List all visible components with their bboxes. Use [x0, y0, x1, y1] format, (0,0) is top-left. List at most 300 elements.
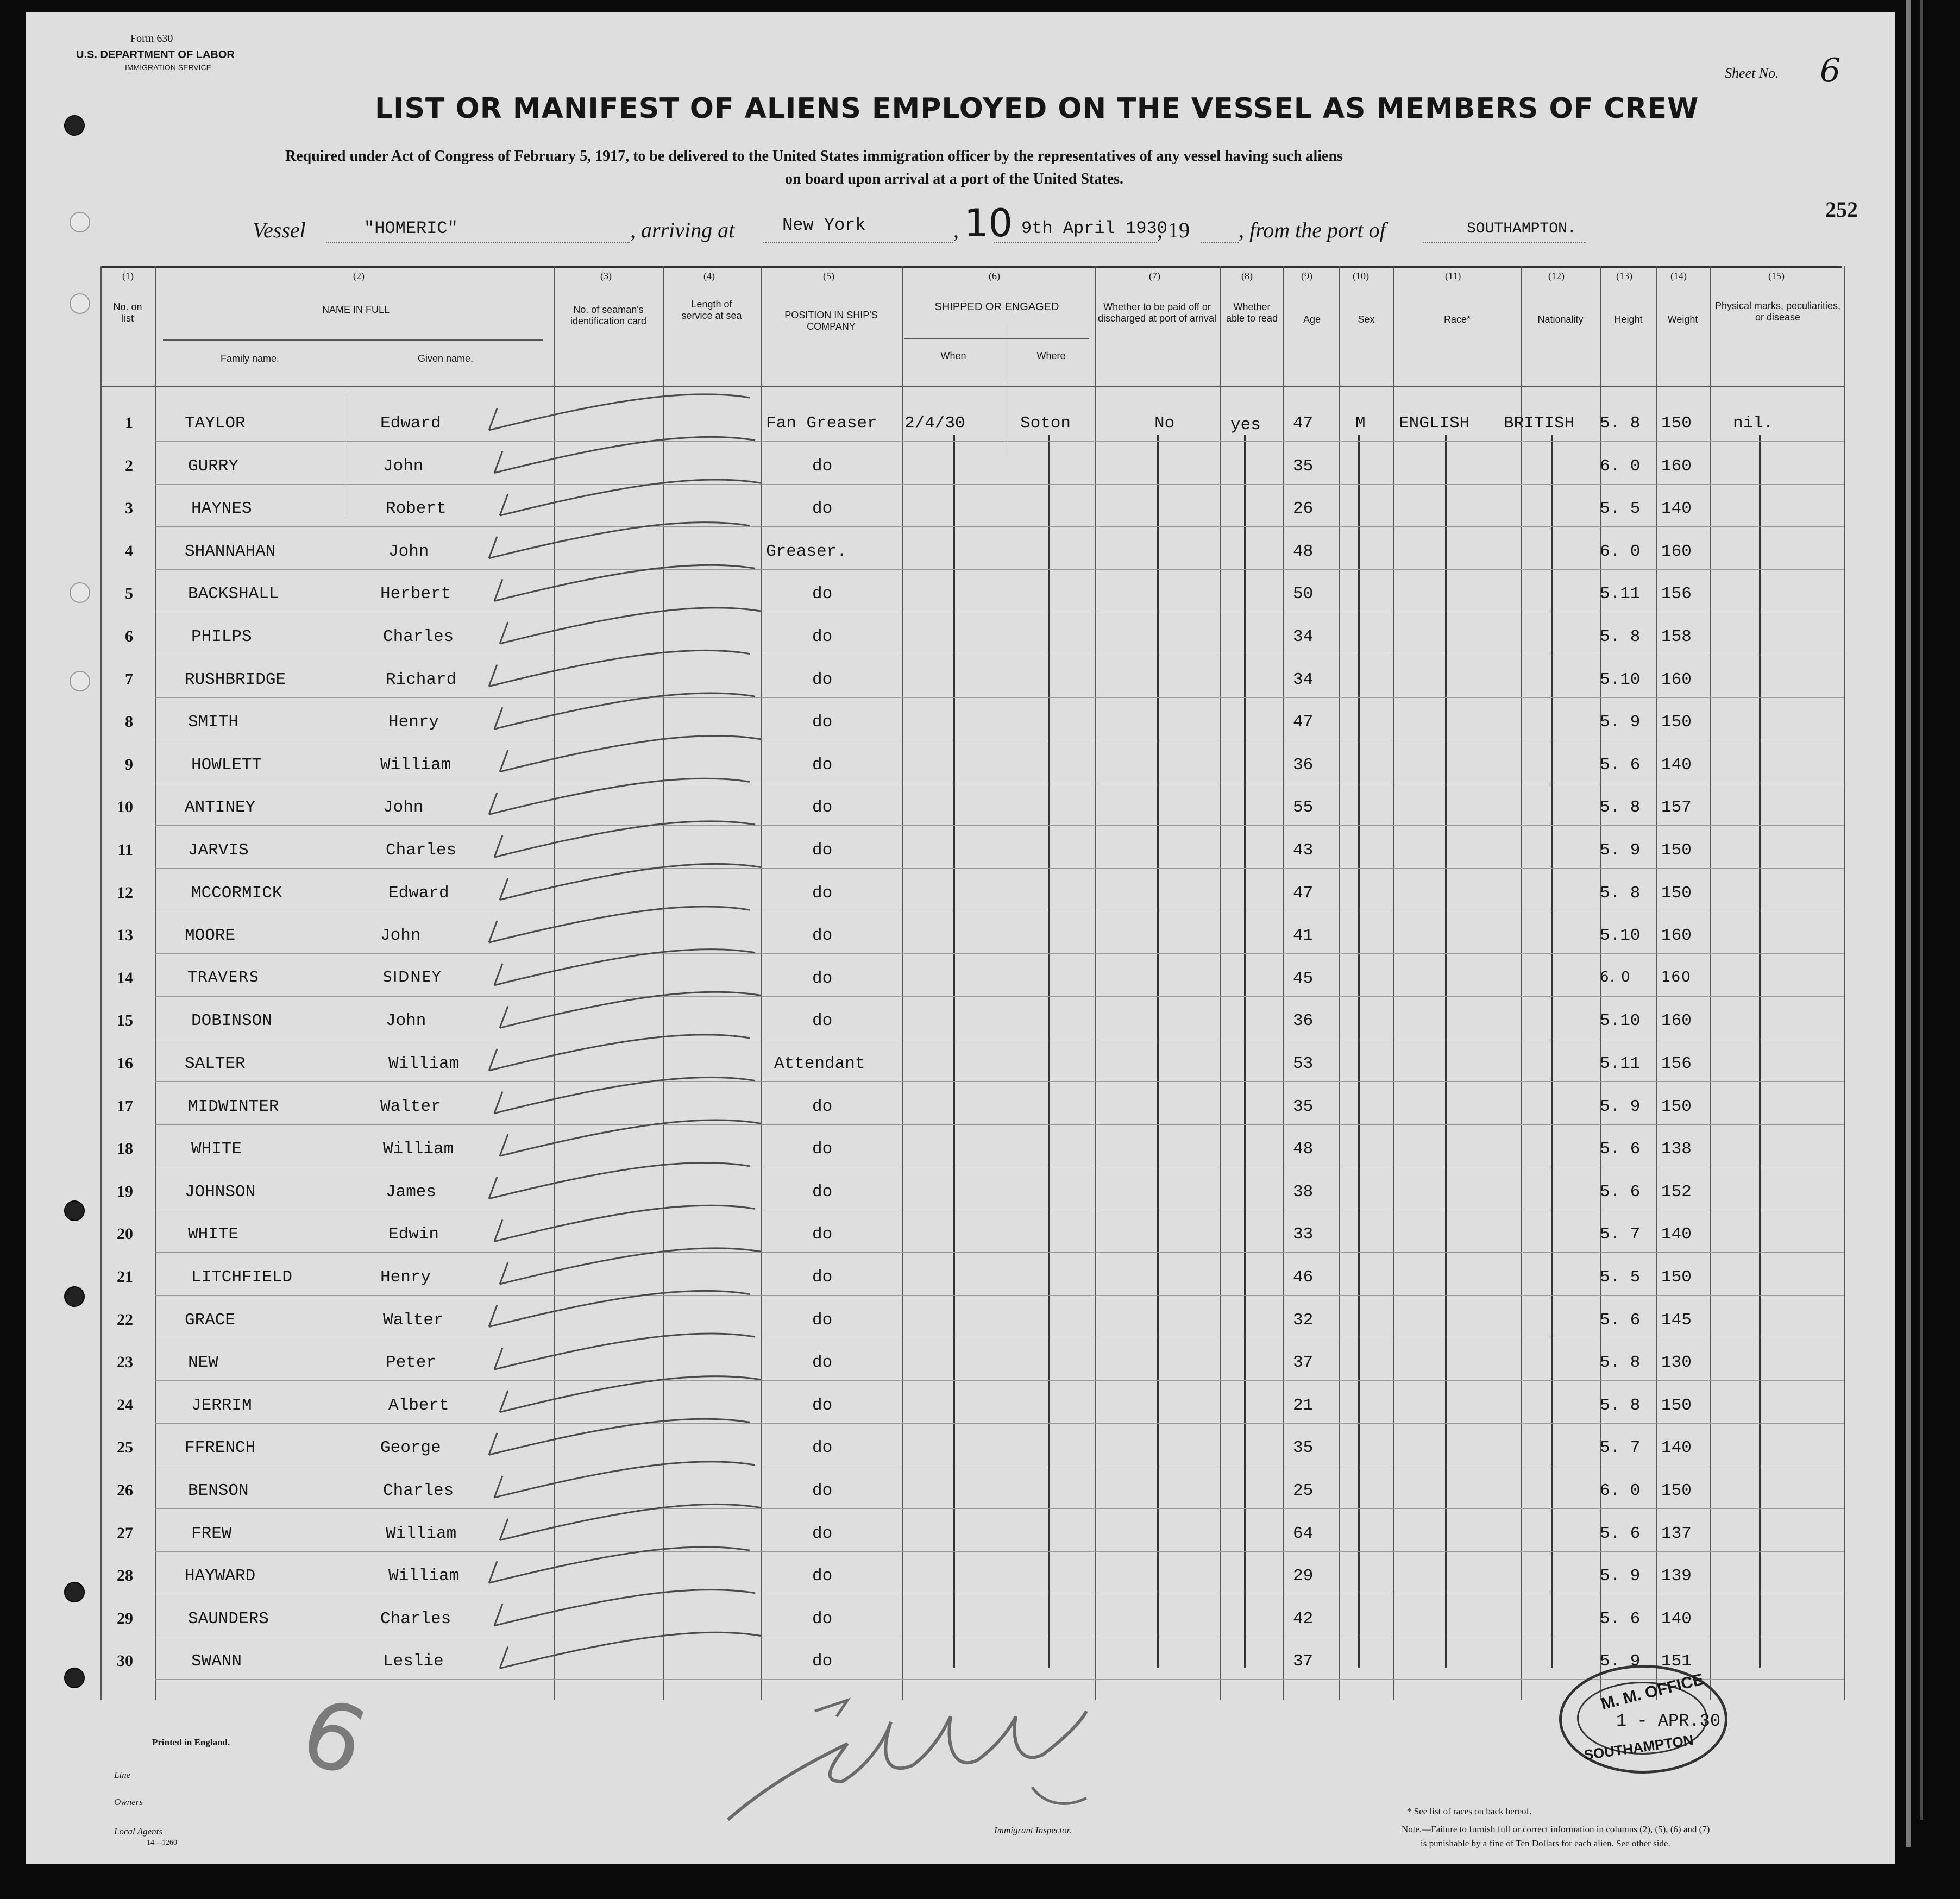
row-number: 11: [117, 841, 133, 859]
family-name: NEW: [188, 1353, 218, 1373]
family-name: FREW: [191, 1524, 232, 1543]
col-header-position: POSITION IN SHIP'S COMPANY: [784, 310, 878, 332]
weight: 150: [1661, 414, 1692, 433]
row-number: 3: [125, 499, 133, 518]
weight: 160: [1661, 456, 1692, 476]
weight: 150: [1661, 1481, 1692, 1500]
arrival-date: 9th April 1930: [1021, 218, 1167, 238]
position: Greaser.: [766, 542, 847, 561]
weight: 158: [1661, 627, 1692, 646]
height: 5. 6: [1600, 1182, 1641, 1202]
col1-number: (1): [122, 271, 134, 281]
family-name: TRAVERS: [188, 969, 260, 985]
given-name: Walter: [380, 1097, 441, 1116]
agents-code: 14—1260: [147, 1839, 177, 1847]
col-header-where: Where: [1036, 350, 1066, 361]
family-name: HOWLETT: [191, 755, 262, 775]
weight: 160: [1661, 542, 1692, 561]
age: 34: [1293, 627, 1314, 646]
given-name: Robert: [386, 499, 447, 519]
family-name: SMITH: [188, 713, 239, 732]
from-port-label: , from the port of: [1239, 218, 1386, 242]
family-name: JOHNSON: [185, 1182, 256, 1202]
age: 37: [1293, 1652, 1314, 1671]
weight: 139: [1661, 1567, 1692, 1586]
binder-hole: [64, 1668, 85, 1688]
row-number: 29: [117, 1609, 133, 1627]
weight: 150: [1661, 841, 1692, 860]
col-header-sex: Sex: [1358, 314, 1375, 325]
shipped-where: Soton: [1020, 414, 1071, 433]
age: 26: [1293, 499, 1314, 519]
col-header-nationality: Nationality: [1537, 314, 1584, 325]
sheet-number: 6: [1820, 52, 1841, 90]
owners-label: Owners: [114, 1797, 143, 1807]
given-name: Walter: [383, 1310, 444, 1330]
checkmark-stroke: [494, 565, 755, 601]
checkmark-stroke: [489, 1547, 750, 1583]
weight: 140: [1661, 755, 1692, 775]
paid-off-value: No: [1154, 414, 1175, 433]
age: 42: [1293, 1609, 1314, 1628]
position: do: [812, 1567, 833, 1586]
weight: 140: [1661, 1225, 1692, 1244]
checkmark-stroke: [500, 992, 761, 1028]
race-value: ENGLISH: [1399, 414, 1470, 433]
checkmark-stroke: [489, 1035, 750, 1071]
year-label: , 19: [1157, 218, 1190, 242]
binder-hole: [64, 115, 85, 136]
weight: 145: [1661, 1310, 1692, 1330]
row-number: 23: [117, 1353, 133, 1372]
position: do: [812, 798, 833, 818]
position: do: [812, 456, 833, 476]
sheet-label: Sheet No.: [1725, 65, 1779, 81]
checkmark-stroke: [494, 1077, 755, 1113]
family-name: LITCHFIELD: [191, 1268, 293, 1287]
binder-hole: [70, 582, 90, 603]
col8-number: (8): [1241, 271, 1253, 281]
checkmark-stroke: [494, 1462, 755, 1498]
col6-number: (6): [989, 271, 1000, 281]
family-name: HAYNES: [191, 499, 252, 519]
row-number: 20: [117, 1225, 133, 1243]
service-name: IMMIGRATION SERVICE: [125, 63, 211, 72]
binder-hole: [64, 1200, 85, 1221]
position: do: [812, 713, 833, 732]
weight: 160: [1661, 969, 1692, 985]
failure-note-line-1: Note.—Failure to furnish full or correct information in columns (2), (5), (6) and (7): [1402, 1824, 1710, 1834]
position: do: [812, 670, 833, 689]
age: 53: [1293, 1054, 1314, 1073]
position: do: [812, 499, 833, 519]
given-name: Henry: [380, 1268, 431, 1287]
given-name: John: [383, 456, 424, 476]
col-header-given-name: Given name.: [417, 353, 474, 364]
family-name: FFRENCH: [185, 1438, 256, 1458]
age: 25: [1293, 1481, 1314, 1500]
age: 46: [1293, 1268, 1314, 1287]
col12-number: (12): [1548, 271, 1565, 281]
given-name: Peter: [386, 1353, 437, 1373]
position: do: [812, 755, 833, 775]
position: do: [812, 1524, 833, 1543]
col-header-age: Age: [1303, 314, 1321, 325]
checkmark-stroke: [500, 736, 761, 772]
local-agents-label: Local Agents: [114, 1826, 162, 1837]
checkmark-stroke: [500, 1248, 761, 1284]
checkmark-stroke: [489, 523, 750, 558]
weight: 150: [1661, 1268, 1692, 1287]
position: do: [812, 1140, 833, 1159]
family-name: TAYLOR: [185, 414, 246, 433]
position: Attendant: [774, 1054, 865, 1073]
height: 5. 6: [1600, 1140, 1641, 1159]
day-handwritten: 10: [964, 201, 1013, 246]
col4-number: (4): [703, 271, 715, 281]
height: 5.10: [1600, 1011, 1641, 1031]
position: do: [812, 627, 833, 646]
checkmark-stroke: [500, 1632, 761, 1668]
col10-number: (10): [1353, 271, 1369, 281]
col-header-paid-off: Whether to be paid off or discharged at port of arrival: [1097, 301, 1217, 324]
weight: 140: [1661, 499, 1692, 519]
subtitle-line-1: Required under Act of Congress of February 5, 1917, to be delivered to the United States immigration officer by the representatives of any vessel having such aliens: [285, 148, 1343, 165]
failure-note-line-2: is punishable by a fine of Ten Dollars for each alien. See other side.: [1421, 1838, 1670, 1848]
col-header-physical-marks: Physical marks, peculiarities, or disease: [1714, 300, 1841, 323]
given-name: Edward: [380, 414, 441, 433]
age: 47: [1293, 414, 1314, 433]
checkmark-stroke: [489, 1291, 750, 1326]
col-header-name-in-full: NAME IN FULL: [322, 304, 390, 315]
col-header-family-name: Family name.: [220, 353, 280, 364]
nationality-value: BRITISH: [1504, 414, 1575, 433]
position: do: [812, 1268, 833, 1287]
position: do: [812, 1182, 833, 1202]
age: 41: [1293, 926, 1314, 946]
age: 36: [1293, 755, 1314, 775]
arriving-label: , arriving at: [630, 218, 735, 242]
age: 33: [1293, 1225, 1314, 1244]
checkmark-stroke: [500, 1120, 761, 1156]
age: 47: [1293, 713, 1314, 732]
row-number: 22: [117, 1310, 133, 1329]
weight: 150: [1661, 713, 1692, 732]
arriving-port: New York: [782, 215, 866, 235]
height: 5. 9: [1600, 841, 1641, 860]
col11-number: (11): [1445, 271, 1461, 281]
col13-number: (13): [1616, 271, 1632, 281]
height: 6. 0: [1600, 456, 1641, 476]
weight: 152: [1661, 1182, 1692, 1202]
checkmark-stroke: [489, 907, 750, 942]
given-name: SIDNEY: [383, 969, 442, 985]
given-name: John: [388, 542, 429, 561]
family-name: SAUNDERS: [188, 1609, 269, 1628]
checkmark-stroke: [494, 1334, 755, 1369]
given-name: Richard: [386, 670, 457, 689]
given-name: Charles: [383, 1481, 454, 1500]
weight: 150: [1661, 1097, 1692, 1116]
row-number: 14: [117, 969, 133, 987]
col-header-id-card: No. of seaman's identification card: [570, 304, 647, 326]
binder-hole: [64, 1582, 85, 1602]
given-name: Charles: [383, 627, 454, 646]
height: 5. 8: [1600, 1353, 1641, 1373]
weight: 137: [1661, 1524, 1692, 1543]
height: 5. 6: [1600, 755, 1641, 775]
given-name: William: [386, 1524, 457, 1543]
checkmark-stroke: [500, 480, 761, 515]
family-name: BACKSHALL: [188, 584, 279, 604]
col-header-length-of-service: Length of service at sea: [681, 299, 742, 321]
col15-number: (15): [1768, 271, 1785, 281]
from-port: SOUTHAMPTON.: [1467, 221, 1576, 237]
given-name: William: [383, 1140, 454, 1159]
position: do: [812, 1225, 833, 1244]
age: 35: [1293, 456, 1314, 476]
position: do: [812, 1609, 833, 1628]
col-header-race: Race*: [1443, 314, 1471, 325]
height: 5. 9: [1600, 713, 1641, 732]
position: do: [812, 584, 833, 604]
height: 5. 9: [1600, 1567, 1641, 1586]
inspector-label: Immigrant Inspector.: [994, 1825, 1072, 1835]
family-name: ANTINEY: [185, 798, 256, 818]
position: do: [812, 1353, 833, 1373]
col-header-height: Height: [1614, 314, 1643, 325]
given-name: John: [383, 798, 424, 818]
col-header-when: When: [940, 350, 966, 361]
row-number: 4: [125, 542, 133, 560]
age: 43: [1293, 841, 1314, 860]
family-name: MOORE: [185, 926, 236, 946]
position: Fan Greaser: [766, 414, 877, 433]
able-to-read-value: yes: [1230, 416, 1261, 435]
family-name: SWANN: [191, 1652, 242, 1671]
age: 48: [1293, 1140, 1314, 1159]
checkmark-stroke: [489, 1419, 750, 1455]
vessel-label: Vessel: [253, 218, 306, 242]
height: 5. 6: [1600, 1310, 1641, 1330]
row-number: 6: [125, 627, 133, 645]
weight: 140: [1661, 1609, 1692, 1628]
given-name: Charles: [380, 1609, 451, 1628]
sex-value: M: [1355, 414, 1366, 433]
inspector-signature: [706, 1678, 1119, 1852]
family-name: GRACE: [185, 1310, 236, 1330]
checkmark-stroke: [494, 437, 755, 473]
department-name: U.S. DEPARTMENT OF LABOR: [76, 49, 235, 61]
row-number: 27: [117, 1524, 133, 1542]
weight: 140: [1661, 1438, 1692, 1458]
position: do: [812, 1310, 833, 1330]
binder-hole: [70, 212, 90, 232]
handwritten-number: 6: [287, 1677, 380, 1799]
row-number: 15: [117, 1011, 133, 1030]
position: do: [812, 969, 833, 988]
family-name: SALTER: [185, 1054, 246, 1073]
position: do: [812, 841, 833, 860]
position: do: [812, 883, 833, 903]
family-name: WHITE: [191, 1140, 242, 1159]
col-header-weight: Weight: [1667, 314, 1698, 325]
row-number: 28: [117, 1567, 133, 1585]
age: 29: [1293, 1567, 1314, 1586]
given-name: Leslie: [383, 1652, 444, 1671]
position: do: [812, 926, 833, 946]
age: 32: [1293, 1310, 1314, 1330]
checkmark-stroke: [494, 949, 755, 985]
height: 6. 0: [1600, 1481, 1641, 1500]
row-number: 16: [117, 1054, 133, 1072]
family-name: MCCORMICK: [191, 883, 282, 903]
row-number: 7: [125, 670, 133, 688]
col-header-able-to-read: Whether able to read: [1226, 301, 1278, 324]
height: 5. 7: [1600, 1225, 1641, 1244]
row-number: 30: [117, 1652, 133, 1670]
weight: 130: [1661, 1353, 1692, 1373]
position: do: [812, 1011, 833, 1031]
checkmark-stroke: [489, 394, 750, 430]
row-number: 17: [117, 1097, 133, 1115]
age: 35: [1293, 1438, 1314, 1458]
position: do: [812, 1395, 833, 1415]
given-name: Henry: [388, 713, 439, 732]
given-name: William: [388, 1567, 460, 1586]
height: 5. 8: [1600, 798, 1641, 818]
row-number: 8: [125, 713, 133, 731]
subtitle-line-2: on board upon arrival at a port of the United States.: [785, 171, 1124, 187]
height: 5. 8: [1600, 1395, 1641, 1415]
age: 34: [1293, 670, 1314, 689]
stamp-date: 1 - APR.30: [1616, 1711, 1721, 1731]
family-name: SHANNAHAN: [185, 542, 276, 561]
age: 37: [1293, 1353, 1314, 1373]
given-name: William: [380, 755, 451, 775]
age: 38: [1293, 1182, 1314, 1202]
family-name: DOBINSON: [191, 1011, 272, 1031]
col7-number: (7): [1149, 271, 1160, 281]
family-name: HAYWARD: [185, 1567, 256, 1586]
weight: 150: [1661, 1395, 1692, 1415]
col2-number: (2): [353, 271, 365, 281]
checkmark-stroke: [494, 693, 755, 729]
weight: 160: [1661, 670, 1692, 689]
col-header-shipped-engaged: SHIPPED OR ENGAGED: [934, 301, 1059, 313]
races-note: * See list of races on back hereof.: [1407, 1806, 1532, 1816]
given-name: William: [388, 1054, 460, 1073]
height: 5. 5: [1600, 499, 1641, 519]
height: 5. 6: [1600, 1524, 1641, 1543]
weight: 138: [1661, 1140, 1692, 1159]
height: 5. 8: [1600, 414, 1641, 433]
line-label: Line: [114, 1770, 131, 1780]
family-name: JERRIM: [191, 1395, 252, 1415]
age: 48: [1293, 542, 1314, 561]
weight: 156: [1661, 1054, 1692, 1073]
family-name: BENSON: [188, 1481, 249, 1500]
binder-hole: [70, 671, 90, 691]
stamp-office: M. M. OFFICE: [1599, 1670, 1706, 1713]
checkmark-stroke: [500, 1376, 761, 1412]
position: do: [812, 1438, 833, 1458]
height: 5. 8: [1600, 627, 1641, 646]
row-number: 5: [125, 584, 133, 603]
col3-number: (3): [600, 271, 612, 281]
position: do: [812, 1652, 833, 1671]
checkmark-stroke: [494, 821, 755, 857]
checkmark-stroke: [500, 1504, 761, 1540]
binder-hole: [70, 293, 90, 314]
row-number: 1: [125, 414, 133, 432]
given-name: John: [386, 1011, 426, 1031]
height: 5.10: [1600, 926, 1641, 946]
page-number: 252: [1825, 197, 1858, 222]
checkmark-stroke: [489, 778, 750, 814]
given-name: Edwin: [388, 1225, 439, 1244]
stamp-place: SOUTHAMPTON: [1582, 1732, 1695, 1763]
age: 47: [1293, 883, 1314, 903]
height: 5. 5: [1600, 1268, 1641, 1287]
weight: 160: [1661, 1011, 1692, 1031]
age: 21: [1293, 1395, 1314, 1415]
height: 5. 9: [1600, 1652, 1641, 1671]
binder-hole: [64, 1286, 85, 1307]
checkmark-stroke: [489, 1163, 750, 1199]
weight: 160: [1661, 926, 1692, 946]
weight: 156: [1661, 584, 1692, 604]
given-name: George: [380, 1438, 441, 1458]
row-number: 21: [117, 1268, 133, 1286]
page-title: LIST OR MANIFEST OF ALIENS EMPLOYED ON THE VESSEL AS MEMBERS OF CREW: [375, 92, 1699, 125]
family-name: RUSHBRIDGE: [185, 670, 286, 689]
height: 5.11: [1600, 1054, 1641, 1073]
row-number: 19: [117, 1182, 133, 1200]
shipped-when: 2/4/30: [904, 414, 965, 433]
weight: 157: [1661, 798, 1692, 818]
age: 55: [1293, 798, 1314, 818]
family-name: GURRY: [188, 456, 239, 476]
row-number: 18: [117, 1140, 133, 1158]
given-name: James: [386, 1182, 437, 1202]
height: 6. 0: [1600, 969, 1631, 985]
position: do: [812, 1097, 833, 1116]
checkmark-stroke: [494, 1205, 755, 1241]
age: 45: [1293, 969, 1314, 988]
height: 5.11: [1600, 584, 1641, 604]
row-number: 12: [117, 883, 133, 902]
weight: 150: [1661, 883, 1692, 903]
age: 36: [1293, 1011, 1314, 1031]
height: 5. 6: [1600, 1609, 1641, 1628]
col5-number: (5): [823, 271, 834, 281]
family-name: JARVIS: [188, 841, 249, 860]
family-name: WHITE: [188, 1225, 239, 1244]
row-number: 24: [117, 1395, 133, 1414]
age: 50: [1293, 584, 1314, 604]
checkmark-stroke: [500, 608, 761, 644]
row-number: 9: [125, 755, 133, 774]
height: 5.10: [1600, 670, 1641, 689]
printed-note: Printed in England.: [152, 1737, 230, 1747]
checkmark-stroke: [494, 1590, 755, 1626]
weight: 151: [1661, 1652, 1692, 1671]
given-name: Albert: [388, 1395, 449, 1415]
given-name: Edward: [388, 883, 449, 903]
height: 5. 7: [1600, 1438, 1641, 1458]
row-number: 26: [117, 1481, 133, 1499]
